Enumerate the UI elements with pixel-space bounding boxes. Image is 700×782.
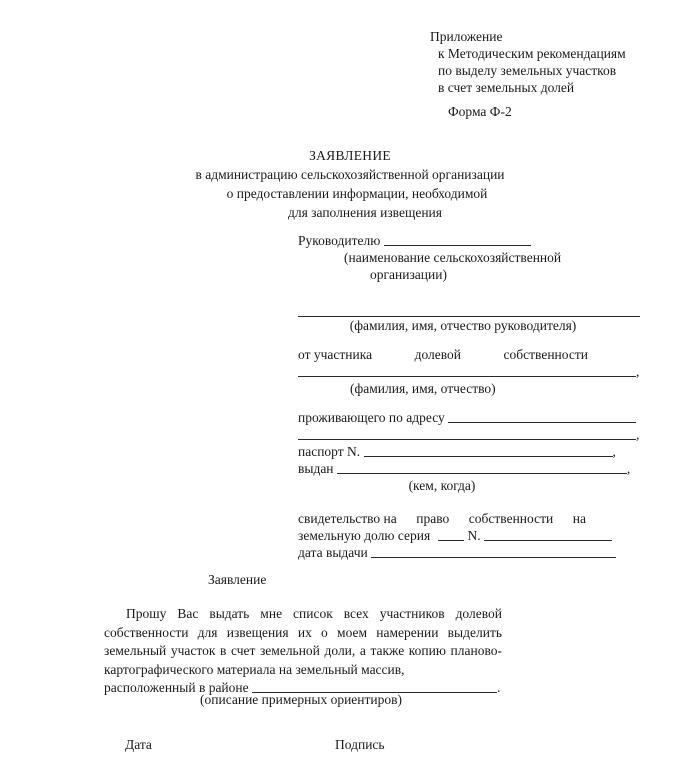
statement-location-label: расположенный в районе	[104, 680, 249, 695]
applicant-from-row	[298, 346, 588, 363]
passport-label: паспорт N.	[298, 444, 361, 459]
addressee-applicant-block	[298, 232, 642, 561]
addressee-label: Руководителю	[298, 233, 381, 248]
issued-comma: ,	[626, 461, 631, 476]
passport-comma: ,	[612, 444, 616, 459]
issued-blank[interactable]	[337, 461, 627, 474]
certificate-series-blank[interactable]	[438, 528, 464, 541]
appendix-line-4: в счет земельных долей	[438, 80, 575, 95]
signature-label: Подпись	[335, 737, 385, 752]
applicant-from-word-3: собственности	[503, 347, 588, 362]
appendix-line-3: по выделу земельных участков	[438, 63, 617, 78]
title-subtitle-1: в администрацию сельскохозяйственной организации	[195, 167, 505, 182]
certificate-number-blank[interactable]	[484, 528, 612, 541]
certificate-number-label: N.	[467, 528, 481, 543]
title-subtitle-2: о предоставлении информации, необходимой	[226, 186, 488, 201]
certificate-word-3: собственности	[468, 511, 554, 526]
applicant-address-row-2	[298, 426, 642, 443]
applicant-address-row	[298, 409, 642, 426]
passport-number-blank[interactable]	[364, 444, 613, 457]
certificate-word-1: свидетельство на	[298, 511, 397, 526]
certificate-line-1	[298, 510, 586, 527]
applicant-fio-blank[interactable]	[298, 364, 636, 377]
applicant-from-word-2: долевой	[414, 347, 462, 362]
certificate-line-2	[298, 527, 642, 544]
certificate-word-2: право	[416, 511, 450, 526]
issued-label: выдан	[298, 461, 334, 476]
addressee-row	[298, 232, 642, 249]
form-code: Форма Ф-2	[448, 104, 512, 119]
appendix-header	[430, 28, 626, 96]
certificate-date-label: дата выдачи	[298, 545, 368, 560]
applicant-address-comma: ,	[636, 427, 640, 442]
head-fio-caption: (фамилия, имя, отчество руководителя)	[349, 318, 577, 333]
issued-caption: (кем, когда)	[408, 478, 476, 493]
statement-period: .	[497, 680, 501, 695]
certificate-line-3	[298, 544, 642, 561]
applicant-fio-row	[298, 363, 642, 380]
applicant-address-label: проживающего по адресу	[298, 410, 445, 425]
applicant-address-blank-2[interactable]	[298, 427, 636, 440]
statement-heading: Заявление	[208, 572, 267, 587]
appendix-line-2: к Методическим рекомендациям	[438, 46, 626, 61]
head-fio-blank[interactable]	[298, 305, 640, 317]
title-block	[0, 146, 700, 222]
date-label: Дата	[125, 737, 152, 752]
page-title: ЗАЯВЛЕНИЕ	[309, 148, 391, 163]
addressee-caption-line-1: (наименование сельскохозяйственной	[344, 250, 562, 265]
statement-paragraph-text: Прошу Вас выдать мне список всех участников долевой собственности для извещения их о моем намерении выделить земельный участок в счет земельной доли, а также копию планово-картографического материала на земельный массив,	[104, 606, 502, 677]
addressee-caption-line-2: организации)	[370, 267, 447, 282]
applicant-address-blank[interactable]	[448, 410, 636, 423]
certificate-series-label: земельную долю серия	[298, 528, 431, 543]
appendix-line-1: Приложение	[430, 29, 503, 44]
applicant-fio-comma: ,	[636, 364, 640, 379]
addressee-name-blank[interactable]	[384, 233, 531, 246]
applicant-from-word-1: от участника	[298, 347, 373, 362]
orientation-caption: (описание примерных ориентиров)	[200, 692, 402, 707]
issued-row	[298, 460, 642, 477]
certificate-word-4: на	[572, 511, 586, 526]
passport-row	[298, 443, 642, 460]
title-subtitle-3: для заполнения извещения	[287, 205, 442, 220]
certificate-date-blank[interactable]	[371, 545, 616, 558]
statement-body	[104, 605, 502, 698]
applicant-fio-caption: (фамилия, имя, отчество)	[350, 381, 496, 396]
